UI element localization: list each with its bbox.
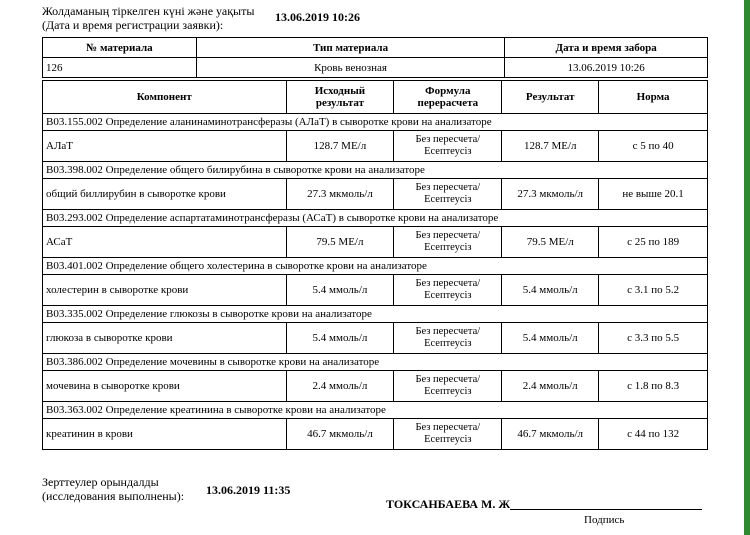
- material-number: 126: [43, 58, 197, 78]
- completion-label: [42, 475, 184, 503]
- initial-result: 128.7 МЕ/л: [286, 131, 394, 162]
- norm-header: Норма: [599, 81, 708, 114]
- test-title: B03.386.002 Определение мочевины в сыворотке крови на анализаторе: [43, 354, 708, 371]
- results-table: [42, 80, 708, 450]
- final-result: 5.4 ммоль/л: [502, 275, 599, 306]
- test-value-row: [43, 419, 708, 450]
- recalc-formula: [394, 371, 502, 402]
- component-name: мочевина в сыворотке крови: [43, 371, 287, 402]
- component-name: АСаТ: [43, 227, 287, 258]
- test-value-row: [43, 275, 708, 306]
- material-table-header: [43, 38, 708, 58]
- material-type: Кровь венозная: [196, 58, 504, 78]
- initial-result: 79.5 МЕ/л: [286, 227, 394, 258]
- formula-line-ru: Без пересчета/: [415, 278, 481, 289]
- formula-line-ru: Без пересчета/: [415, 230, 481, 241]
- formula-line-ru: Без пересчета/: [415, 374, 481, 385]
- test-value-row: [43, 227, 708, 258]
- material-table-row: [43, 58, 708, 78]
- test-title-row: [43, 210, 708, 227]
- test-title-row: [43, 114, 708, 131]
- component-name: холестерин в сыворотке крови: [43, 275, 287, 306]
- component-name: АЛаТ: [43, 131, 287, 162]
- collection-date-header: Дата и время забора: [505, 38, 708, 58]
- recalc-formula: [394, 275, 502, 306]
- material-type-header: Тип материала: [196, 38, 504, 58]
- formula-line-kz: Есептеусіз: [424, 290, 472, 301]
- reference-norm: не выше 20.1: [599, 179, 708, 210]
- reference-norm: с 5 по 40: [599, 131, 708, 162]
- formula-line-kz: Есептеусіз: [424, 434, 472, 445]
- completion-label-kz: Зерттеулер орындалды: [42, 475, 159, 489]
- formula-line-ru: Без пересчета/: [415, 182, 481, 193]
- formula-line-kz: Есептеусіз: [424, 242, 472, 253]
- component-header: Компонент: [43, 81, 287, 114]
- material-number-header: № материала: [43, 38, 197, 58]
- test-title: B03.155.002 Определение аланинаминотрансферазы (АЛаТ) в сыворотке крови на анализаторе: [43, 114, 708, 131]
- test-title: B03.293.002 Определение аспартатаминотрансферазы (АСаТ) в сыворотке крови на анализаторе: [43, 210, 708, 227]
- test-title: B03.401.002 Определение общего холестерина в сыворотке крови на анализаторе: [43, 258, 708, 275]
- final-result: 2.4 ммоль/л: [502, 371, 599, 402]
- recalc-formula: [394, 131, 502, 162]
- formula-line-kz: Есептеусіз: [424, 338, 472, 349]
- test-title: B03.398.002 Определение общего билирубина в сыворотке крови на анализаторе: [43, 162, 708, 179]
- initial-result: 5.4 ммоль/л: [286, 275, 394, 306]
- results-body: [43, 114, 708, 450]
- recalc-formula: [394, 227, 502, 258]
- final-result: 79.5 МЕ/л: [502, 227, 599, 258]
- final-result: 27.3 мкмоль/л: [502, 179, 599, 210]
- formula-line-kz: Есептеусіз: [424, 146, 472, 157]
- registration-label-kz: Жолдаманың тіркелген күні және уақыты: [42, 4, 255, 18]
- reference-norm: с 25 по 189: [599, 227, 708, 258]
- signature-label: Подпись: [584, 514, 625, 526]
- test-title-row: [43, 306, 708, 323]
- reference-norm: с 1.8 по 8.3: [599, 371, 708, 402]
- formula-line-ru: Без пересчета/: [415, 422, 481, 433]
- test-title-row: [43, 402, 708, 419]
- test-value-row: [43, 131, 708, 162]
- recalc-formula: [394, 179, 502, 210]
- initial-result-header: Исходный результат: [286, 81, 394, 114]
- initial-result: 27.3 мкмоль/л: [286, 179, 394, 210]
- test-title: B03.363.002 Определение креатинина в сыворотке крови на анализаторе: [43, 402, 708, 419]
- signature-line: [510, 509, 702, 510]
- test-title-row: [43, 162, 708, 179]
- test-title-row: [43, 354, 708, 371]
- recalc-formula: [394, 323, 502, 354]
- doctor-name: ТОКСАНБАЕВА М. Ж: [386, 497, 511, 511]
- recalc-formula: [394, 419, 502, 450]
- final-result: 46.7 мкмоль/л: [502, 419, 599, 450]
- test-title: B03.335.002 Определение глюкозы в сыворотке крови на анализаторе: [43, 306, 708, 323]
- test-value-row: [43, 323, 708, 354]
- formula-line-ru: Без пересчета/: [415, 134, 481, 145]
- initial-result: 5.4 ммоль/л: [286, 323, 394, 354]
- test-value-row: [43, 179, 708, 210]
- reference-norm: с 44 по 132: [599, 419, 708, 450]
- initial-result: 46.7 мкмоль/л: [286, 419, 394, 450]
- final-result: 5.4 ммоль/л: [502, 323, 599, 354]
- final-result: 128.7 МЕ/л: [502, 131, 599, 162]
- formula-line-kz: Есептеусіз: [424, 194, 472, 205]
- reference-norm: с 3.1 по 5.2: [599, 275, 708, 306]
- registration-label: [42, 4, 254, 32]
- initial-result: 2.4 ммоль/л: [286, 371, 394, 402]
- test-value-row: [43, 371, 708, 402]
- registration-date: 13.06.2019 10:26: [275, 10, 360, 24]
- completion-label-ru: (исследования выполнены):: [42, 489, 185, 503]
- result-header: Результат: [502, 81, 599, 114]
- test-title-row: [43, 258, 708, 275]
- formula-line-ru: Без пересчета/: [415, 326, 481, 337]
- registration-label-ru: (Дата и время регистрации заявки):: [42, 18, 224, 32]
- component-name: глюкоза в сыворотке крови: [43, 323, 287, 354]
- component-name: креатинин в крови: [43, 419, 287, 450]
- results-table-header: [43, 81, 708, 114]
- component-name: общий биллирубин в сыворотке крови: [43, 179, 287, 210]
- collection-date: 13.06.2019 10:26: [505, 58, 708, 78]
- formula-header: Формула перерасчета: [394, 81, 502, 114]
- material-table: [42, 37, 708, 78]
- formula-line-kz: Есептеусіз: [424, 386, 472, 397]
- reference-norm: с 3.3 по 5.5: [599, 323, 708, 354]
- completion-date: 13.06.2019 11:35: [206, 483, 291, 497]
